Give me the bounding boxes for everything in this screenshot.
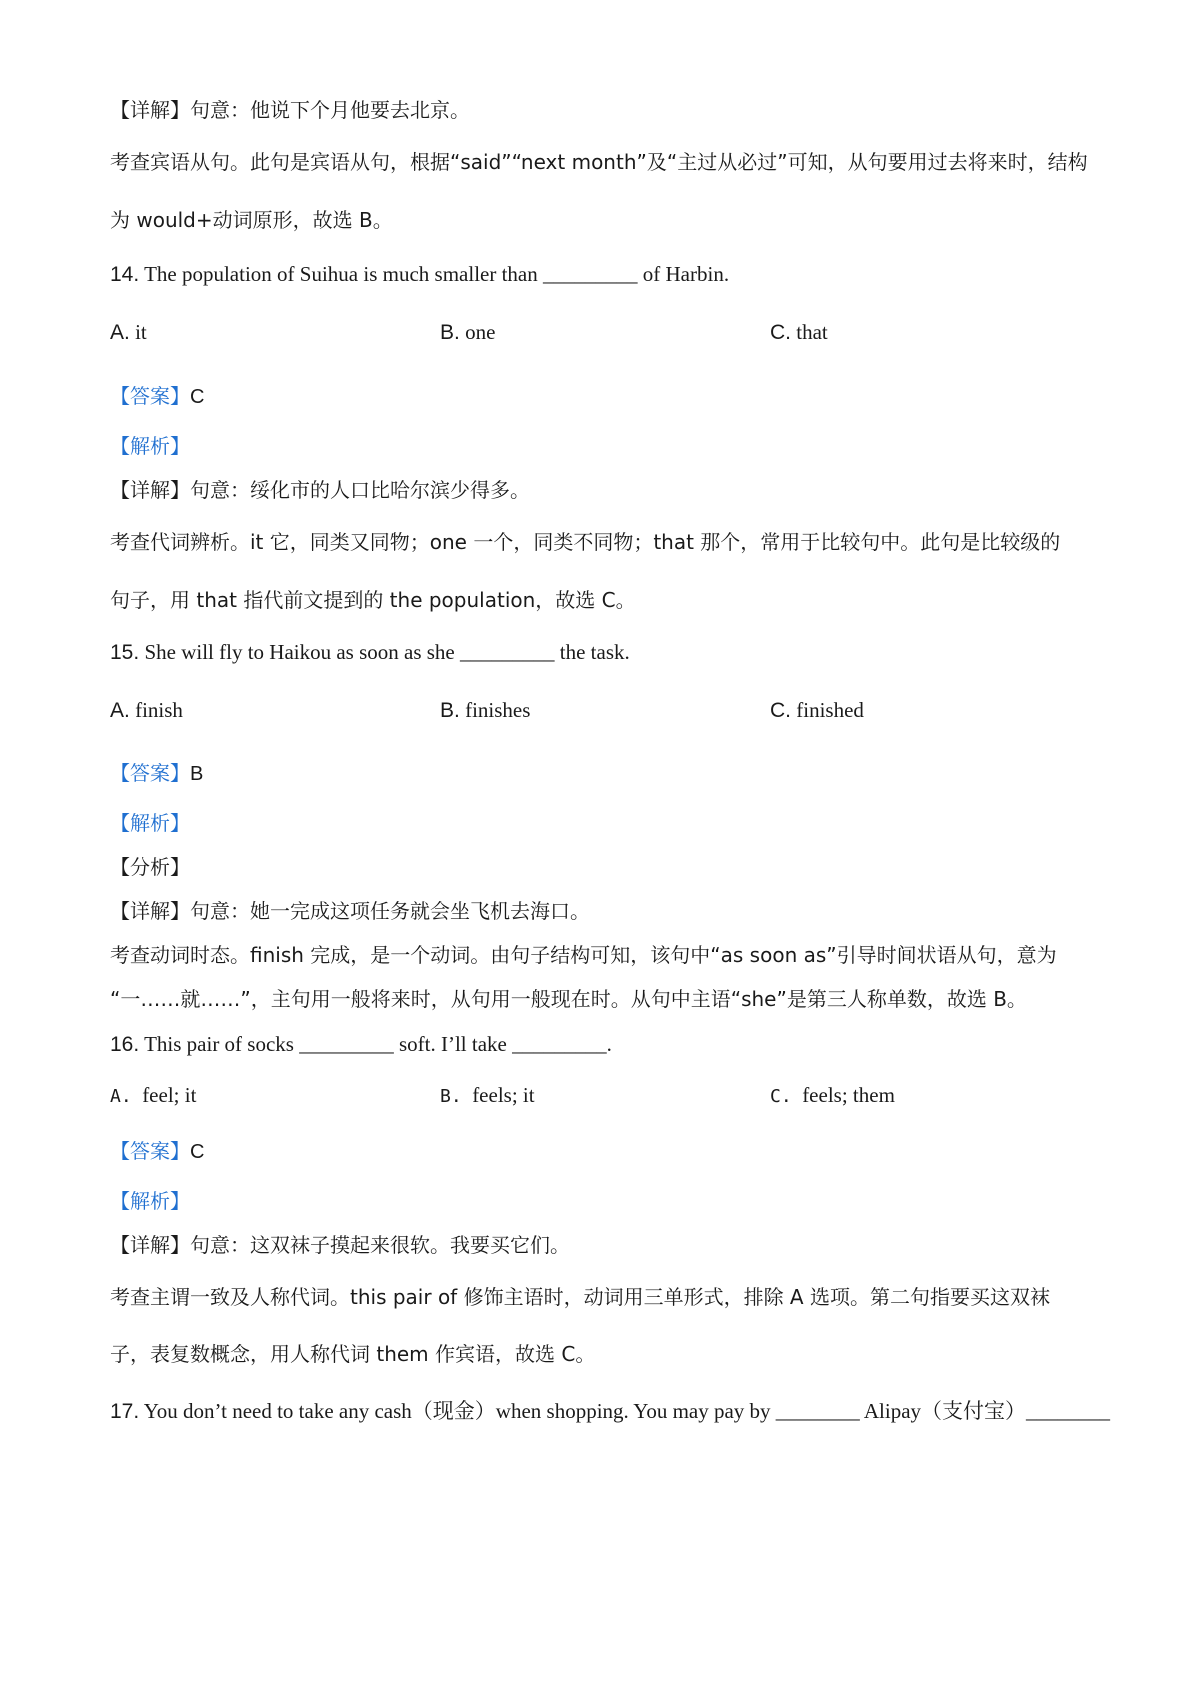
- option-text: feels; it: [472, 1083, 535, 1107]
- detail-line: 【详解】句意：这双袜子摸起来很软。我要买它们。: [110, 1233, 570, 1257]
- option-letter: C.: [770, 1086, 792, 1107]
- answer-line: [110, 380, 204, 409]
- option-b: [440, 320, 495, 345]
- option-c: [770, 698, 864, 723]
- option-text: finishes: [465, 698, 531, 722]
- option-letter: A.: [110, 1086, 132, 1107]
- explanation-line: 考查宾语从句。此句是宾语从句，根据“said”“next month”及“主过从必过”可知，从句要用过去将来时，结构: [110, 150, 1088, 174]
- option-c: [770, 320, 828, 345]
- analysis-label: 【解析】: [110, 811, 190, 835]
- answer-line: [110, 1135, 204, 1164]
- option-text: finished: [796, 698, 864, 722]
- explanation-line: 子，表复数概念，用人称代词 them 作宾语，故选 C。: [110, 1342, 596, 1366]
- answer-label: 【答案】: [110, 761, 190, 785]
- answer-label: 【答案】: [110, 1139, 190, 1163]
- question-number: 17.: [110, 1400, 140, 1423]
- explanation-line: 考查代词辨析。it 它，同类又同物；one 一个，同类不同物；that 那个，常用于比较句中。此句是比较级的: [110, 530, 1061, 554]
- question-number: 14.: [110, 263, 140, 286]
- detail-line: 【详解】句意：绥化市的人口比哈尔滨少得多。: [110, 478, 530, 502]
- answer-value: C: [190, 386, 205, 408]
- question-16: [110, 1032, 612, 1057]
- option-text: feels; them: [802, 1083, 895, 1107]
- option-a: [110, 1083, 196, 1108]
- answer-value: B: [190, 763, 204, 785]
- question-text: The population of Suihua is much smaller than _________ of Harbin.: [144, 262, 730, 286]
- option-text: feel; it: [142, 1083, 197, 1107]
- question-text: This pair of socks _________ soft. I’ll take _________.: [144, 1032, 612, 1056]
- question-17: [110, 1395, 1110, 1425]
- option-letter: A.: [110, 699, 130, 722]
- question-text: You don’t need to take any cash（现金）when shopping. You may pay by ________ Alipay（支付宝）________: [143, 1399, 1111, 1423]
- detail-line: 【详解】句意：她一完成这项任务就会坐飞机去海口。: [110, 899, 590, 923]
- option-letter: C.: [770, 321, 791, 344]
- explanation-line: 句子，用 that 指代前文提到的 the population，故选 C。: [110, 588, 636, 612]
- explanation-line: 考查动词时态。finish 完成，是一个动词。由句子结构可知，该句中“as soon as”引导时间状语从句，意为: [110, 943, 1057, 967]
- option-c: [770, 1083, 895, 1108]
- option-text: one: [465, 320, 496, 344]
- option-letter: A.: [110, 321, 130, 344]
- detail-line: 【详解】句意：他说下个月他要去北京。: [110, 98, 470, 122]
- analysis-label: 【解析】: [110, 434, 190, 458]
- question-number: 15.: [110, 641, 140, 664]
- answer-label: 【答案】: [110, 384, 190, 408]
- option-a: [110, 320, 147, 345]
- answer-value: C: [190, 1141, 205, 1163]
- option-text: finish: [135, 698, 183, 722]
- option-letter: B.: [440, 321, 460, 344]
- option-text: that: [796, 320, 828, 344]
- analysis-heading: 【分析】: [110, 855, 190, 879]
- analysis-label: 【解析】: [110, 1189, 190, 1213]
- option-text: it: [135, 320, 147, 344]
- explanation-line: 考查主谓一致及人称代词。this pair of 修饰主语时，动词用三单形式，排除 A 选项。第二句指要买这双袜: [110, 1285, 1050, 1309]
- option-letter: C.: [770, 699, 791, 722]
- option-b: [440, 1083, 535, 1108]
- question-number: 16.: [110, 1033, 140, 1056]
- answer-line: [110, 757, 203, 786]
- question-15: [110, 640, 630, 665]
- option-b: [440, 698, 530, 723]
- question-14: [110, 262, 729, 287]
- explanation-line: “一……就……”，主句用一般将来时，从句用一般现在时。从句中主语“she”是第三人称单数，故选 B。: [110, 987, 1027, 1011]
- option-letter: B.: [440, 1086, 462, 1107]
- option-letter: B.: [440, 699, 460, 722]
- option-a: [110, 698, 183, 723]
- explanation-line: 为 would+动词原形，故选 B。: [110, 208, 393, 232]
- question-text: She will fly to Haikou as soon as she _________ the task.: [144, 640, 630, 664]
